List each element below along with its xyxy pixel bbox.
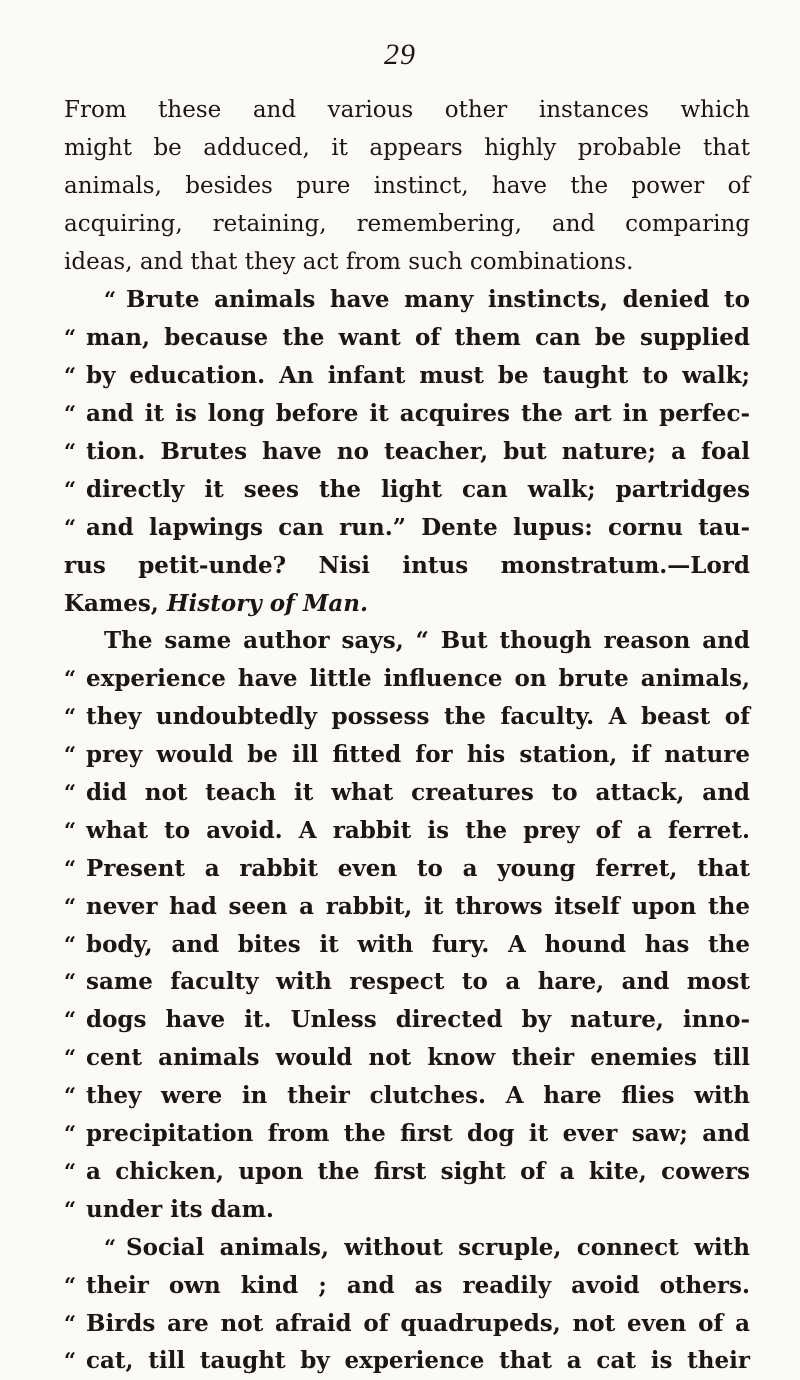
quote-mark: “ (64, 1196, 77, 1222)
text-line: “ a chicken, upon the first sight of a kite, cowers (64, 1153, 750, 1191)
quote-mark: “ (64, 325, 77, 351)
quote-mark: “ (64, 780, 77, 806)
text-line: “ Birds are not afraid of quadrupeds, not even of a (64, 1305, 750, 1343)
text-line: “ directly it sees the light can walk; partridges (64, 471, 750, 509)
quote-mark: “ (64, 666, 77, 692)
body-text (64, 92, 750, 1380)
text-line: “ they undoubtedly possess the faculty. A beast of (64, 698, 750, 736)
quote-mark: “ (64, 514, 77, 540)
text-line: “ prey would be ill fitted for his station, if nature (64, 736, 750, 774)
quote-mark: “ (64, 1045, 77, 1071)
text-line: “ dogs have it. Unless directed by nature, inno- (64, 1001, 750, 1039)
quote-mark: “ (64, 1007, 77, 1033)
quote-mark: “ (64, 893, 77, 919)
quote-mark: “ (64, 969, 77, 995)
quote-mark: “ (64, 1158, 77, 1184)
text-line: Kames, History of Man. (64, 589, 369, 617)
quote-mark: “ (64, 476, 77, 502)
quote-mark: “ (104, 1234, 117, 1260)
work-title: History of Man. (166, 589, 369, 617)
text-line: “ cat, till taught by experience that a cat is their (64, 1342, 750, 1380)
text-line: “ Social animals, without scruple, connect with (64, 1229, 750, 1267)
text-line: “ Present a rabbit even to a young ferret, that (64, 850, 750, 888)
text-line: acquiring, retaining, remembering, and comparing (64, 210, 750, 237)
text-line: “ man, because the want of them can be supplied (64, 319, 750, 357)
quote-mark: “ (64, 931, 77, 957)
quote-mark: “ (64, 401, 77, 427)
text-line: might be adduced, it appears highly probable that (64, 134, 750, 161)
text-line: “ and lapwings can run.” Dente lupus: cornu tau- (64, 509, 750, 547)
quote-mark: “ (64, 1083, 77, 1109)
quote-mark: “ (64, 817, 77, 843)
text-line: “ by education. An infant must be taught to walk; (64, 357, 750, 395)
text-line: “ never had seen a rabbit, it throws itself upon the (64, 888, 750, 926)
page-number: 29 (384, 38, 416, 71)
text-line: animals, besides pure instinct, have the power of (64, 172, 750, 199)
text-line: From these and various other instances which (64, 97, 750, 123)
text-line: “ they were in their clutches. A hare flies with (64, 1077, 750, 1115)
text-line: “ experience have little influence on brute animals, (64, 660, 750, 698)
quote-mark: “ (64, 742, 77, 768)
text-line: “ Brute animals have many instincts, denied to (64, 281, 750, 319)
quote-mark: “ (64, 855, 77, 881)
text-line: “ precipitation from the first dog it ever saw; and (64, 1115, 750, 1153)
text-line: “ tion. Brutes have no teacher, but nature; a foal (64, 433, 750, 471)
quote-mark: “ (64, 1348, 77, 1374)
quote-mark: “ (64, 704, 77, 730)
quote-mark: “ (64, 1272, 77, 1298)
text-line: “ under its dam. (64, 1191, 750, 1229)
text-line: rus petit-unde? Nisi intus monstratum.—Lord (64, 551, 750, 579)
text-line: “ body, and bites it with fury. A hound has the (64, 926, 750, 964)
quote-mark: “ (64, 1121, 77, 1147)
text-line: “ cent animals would not know their enemies till (64, 1039, 750, 1077)
text-line: “ their own kind ; and as readily avoid others. (64, 1267, 750, 1305)
quote-mark: “ (104, 287, 117, 313)
text-line: “ what to avoid. A rabbit is the prey of a ferret. (64, 812, 750, 850)
quote-mark: “ (64, 1310, 77, 1336)
text-line: ideas, and that they act from such combinations. (64, 248, 634, 275)
text-line: “ same faculty with respect to a hare, and most (64, 963, 750, 1001)
quote-mark: “ (64, 439, 77, 465)
text-line: “ and it is long before it acquires the art in perfec- (64, 395, 750, 433)
quote-mark: “ (64, 363, 77, 389)
text-line: “ did not teach it what creatures to attack, and (64, 774, 750, 812)
text-line: The same author says, “ But though reason and (104, 627, 750, 655)
